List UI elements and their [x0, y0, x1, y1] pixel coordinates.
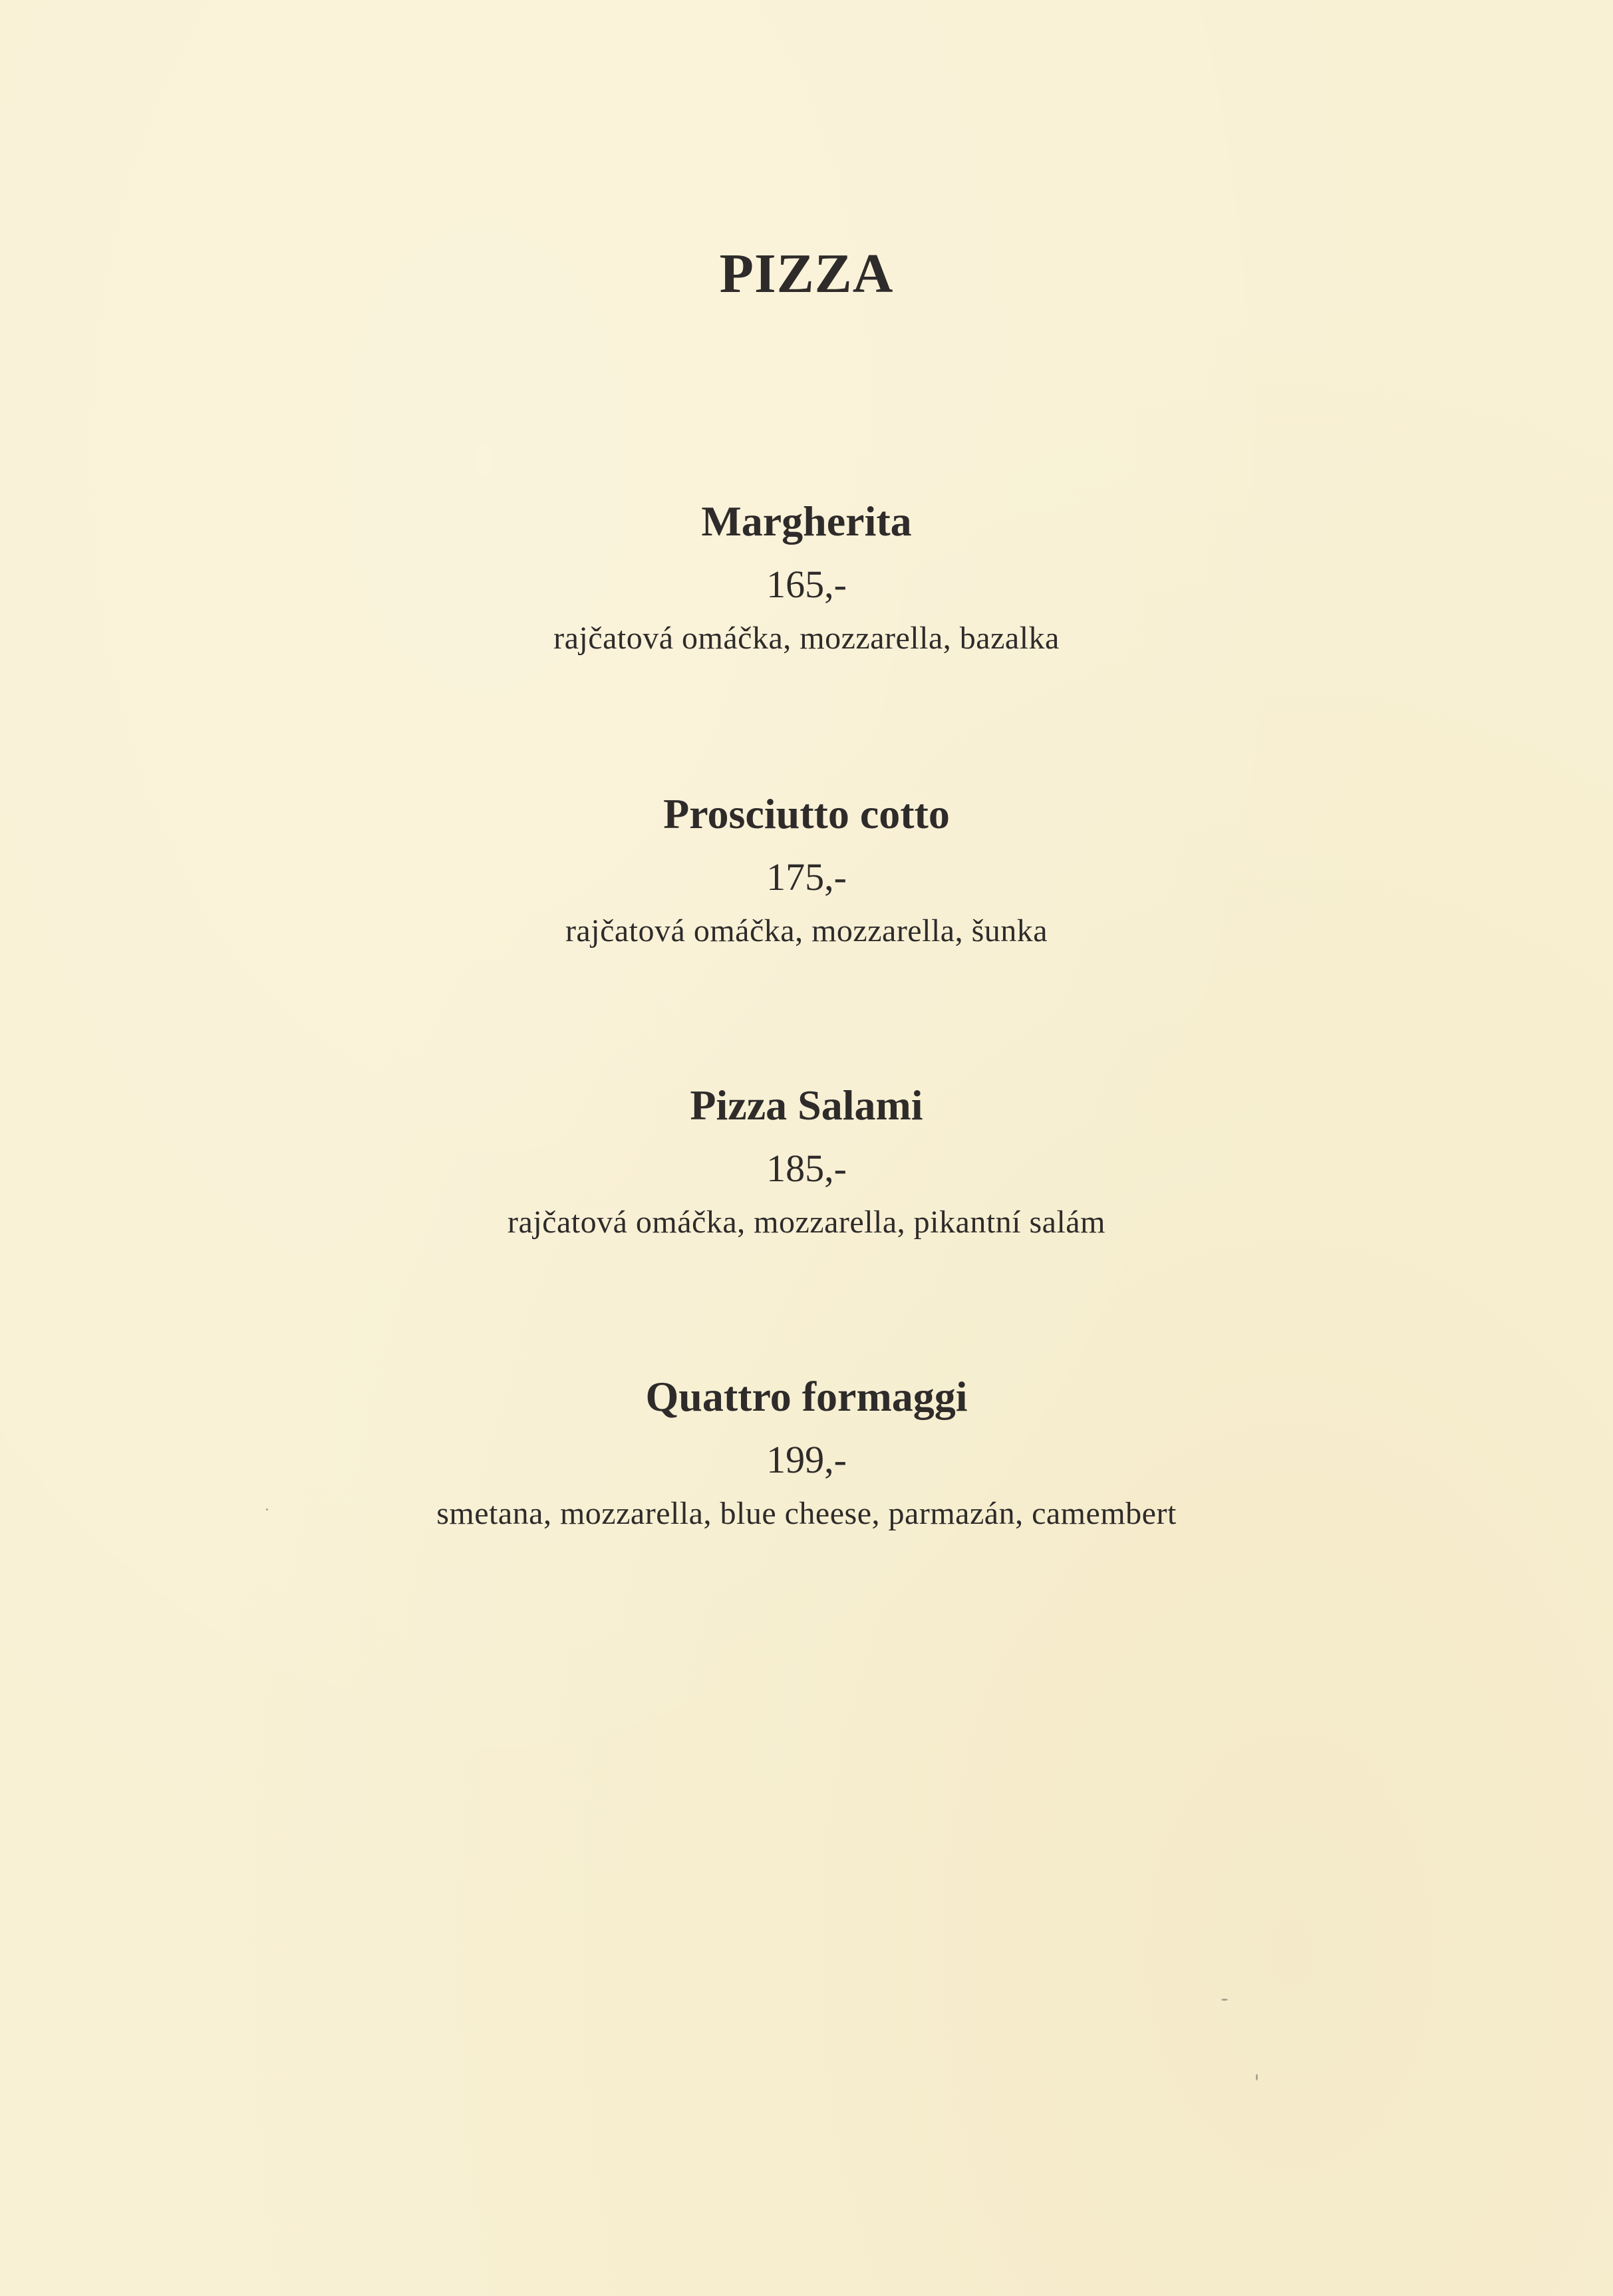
paper-speck [1221, 1999, 1228, 2001]
menu-item [0, 1375, 1613, 1530]
item-name: Prosciutto cotto [663, 790, 950, 837]
menu-title: PIZZA [719, 243, 894, 305]
paper-speck [1256, 2074, 1258, 2081]
menu-item [0, 1081, 1613, 1240]
item-price: 165,- [766, 563, 847, 606]
item-name: Margherita [701, 498, 912, 545]
item-price: 175,- [766, 855, 847, 899]
item-price: 199,- [766, 1438, 847, 1481]
paper-speck [266, 1508, 268, 1510]
item-description: rajčatová omáčka, mozzarella, šunka [565, 913, 1048, 948]
item-description: smetana, mozzarella, blue cheese, parmazán, camembert [436, 1496, 1177, 1531]
item-name: Pizza Salami [690, 1081, 923, 1129]
item-name: Quattro formaggi [645, 1373, 968, 1420]
item-description: rajčatová omáčka, mozzarella, bazalka [553, 621, 1060, 656]
item-description: rajčatová omáčka, mozzarella, pikantní salám [508, 1205, 1105, 1240]
menu-item [0, 790, 1613, 948]
menu-item [0, 500, 1613, 654]
item-price: 185,- [766, 1147, 847, 1190]
